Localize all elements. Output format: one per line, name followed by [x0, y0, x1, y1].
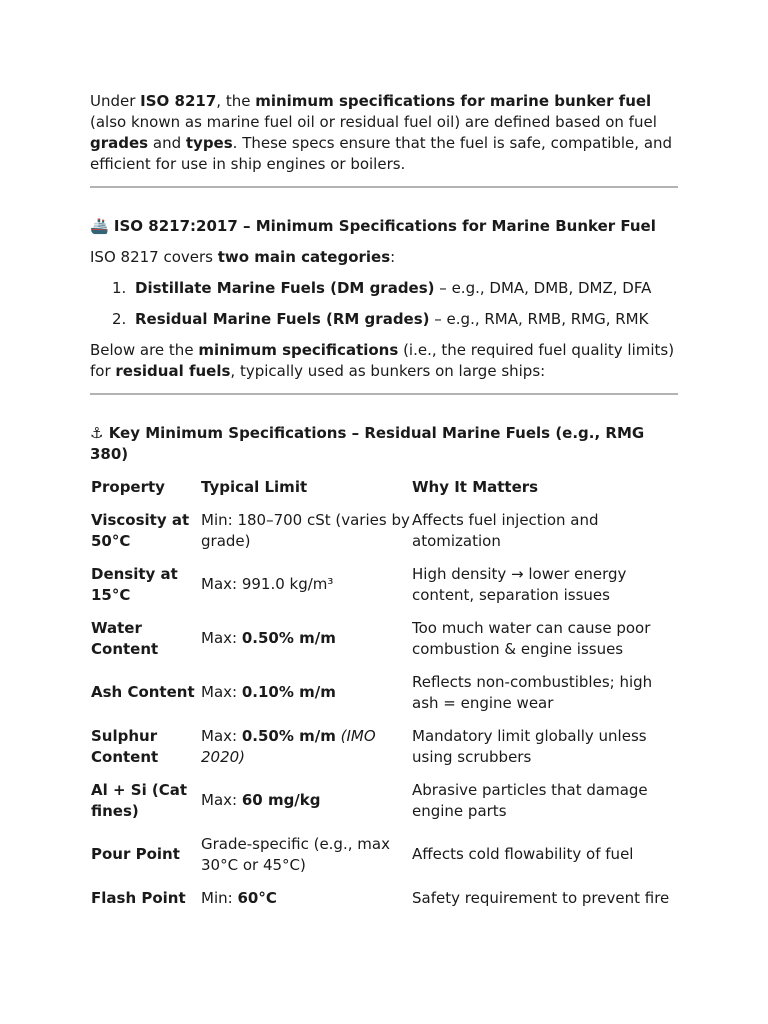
- cell-limit: Grade-specific (e.g., max 30°C or 45°C): [201, 834, 390, 874]
- ship-icon: 🚢: [90, 217, 109, 235]
- divider: [90, 186, 678, 188]
- section-heading-key-specs: ⚓ Key Minimum Specifications – Residual Marine Fuels (e.g., RMG 380): [90, 424, 645, 463]
- table-row: [90, 833, 678, 887]
- anchor-icon: ⚓: [90, 424, 104, 442]
- specs-table: [90, 476, 678, 920]
- list-item: 2. Residual Marine Fuels (RM grades) – e.g., RMA, RMB, RMG, RMK: [112, 310, 649, 328]
- cell-property: Flash Point: [91, 888, 186, 907]
- cell-property: Viscosity at 50°C: [91, 510, 190, 550]
- cell-limit: Max: 0.50% m/m: [201, 629, 336, 647]
- cell-limit: Min: 180–700 cSt (varies by grade): [201, 510, 410, 550]
- table-row: [90, 779, 678, 833]
- specs-intro-paragraph: Below are the minimum specifications (i.e., the required fuel quality limits) for residual fuels, typically used as bunkers on large ships:: [90, 341, 675, 380]
- cell-why: Abrasive particles that damage engine parts: [412, 780, 648, 820]
- cell-property: Sulphur Content: [91, 726, 159, 766]
- cell-property: Ash Content: [91, 683, 195, 701]
- cell-why: Too much water can cause poor combustion & engine issues: [412, 618, 651, 658]
- cell-property: Pour Point: [91, 845, 180, 863]
- table-header-row: [90, 476, 678, 509]
- section-heading-iso: 🚢 ISO 8217:2017 – Minimum Specifications for Marine Bunker Fuel: [90, 217, 656, 235]
- divider: [90, 393, 678, 395]
- categories-intro: ISO 8217 covers two main categories:: [90, 248, 396, 266]
- cell-limit: Max: 60 mg/kg: [201, 791, 321, 809]
- categories-list: [90, 278, 678, 330]
- table-row: [90, 563, 678, 617]
- cell-why: Mandatory limit globally unless using scrubbers: [412, 726, 647, 766]
- cell-property: Density at 15°C: [91, 564, 178, 604]
- table-row: [90, 617, 678, 671]
- cell-why: Reflects non-combustibles; high ash = engine wear: [412, 672, 653, 712]
- cell-property: Al + Si (Cat fines): [91, 780, 188, 820]
- header-why-it-matters: Why It Matters: [412, 477, 539, 496]
- header-property: Property: [91, 477, 165, 496]
- intro-paragraph: Under ISO 8217, the minimum specifications for marine bunker fuel (also known as marine fuel oil or residual fuel oil) are defined based on fuel grades and types. These specs ensure that the fuel is safe, compatible, and efficient for use in ship engines or boilers.: [90, 92, 673, 173]
- cell-limit: Max: 991.0 kg/m³: [201, 575, 334, 593]
- cell-why: Affects fuel injection and atomization: [412, 510, 599, 550]
- header-typical-limit: Typical Limit: [201, 477, 308, 496]
- table-row: [90, 725, 678, 779]
- table-row: [90, 509, 678, 563]
- cell-why: High density → lower energy content, separation issues: [412, 564, 627, 604]
- cell-limit: Max: 0.50% m/m (IMO 2020): [201, 726, 376, 766]
- table-row: [90, 671, 678, 725]
- cell-why: Safety requirement to prevent fire: [412, 888, 670, 907]
- cell-why: Affects cold flowability of fuel: [412, 845, 634, 863]
- table-row: [90, 887, 678, 920]
- document-content: [90, 91, 678, 920]
- cell-limit: Max: 0.10% m/m: [201, 683, 336, 701]
- cell-property: Water Content: [91, 618, 159, 658]
- list-item: 1. Distillate Marine Fuels (DM grades) – e.g., DMA, DMB, DMZ, DFA: [112, 279, 652, 297]
- cell-limit: Min: 60°C: [201, 888, 277, 907]
